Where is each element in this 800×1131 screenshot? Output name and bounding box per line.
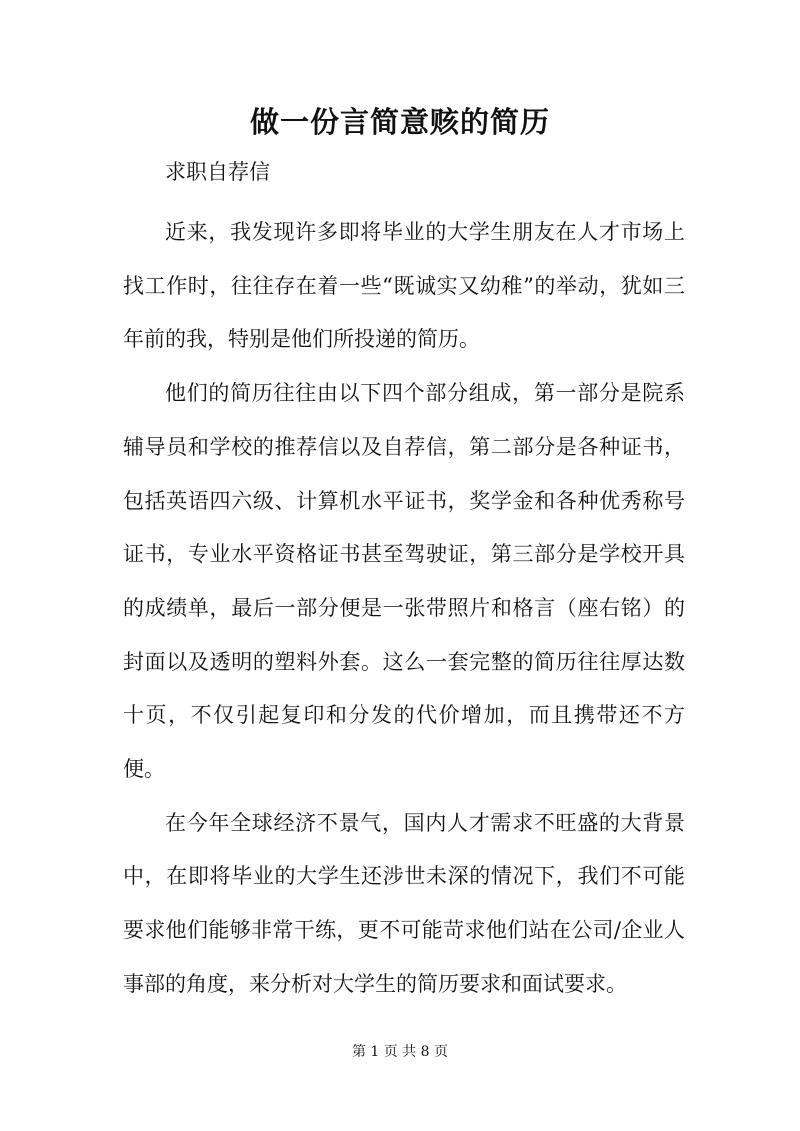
paragraph-2: 他们的简历往往由以下四个部分组成，第一部分是院系辅导员和学校的推荐信以及自荐信，第二部分是各种证书，包括英语四六级、计算机水平证书，奖学金和各种优秀称号证书，专业水平资格证书甚至驾驶证，第三部分是学校开具的成绩单，最后一部分便是一张带照片和格言（座右铭）的封面以及透明的塑料外套。这么一套完整的简历往往厚达数十页，不仅引起复印和分发的代价增加，而且携带还不方便。 xyxy=(123,381,685,782)
document-subtitle: 求职自荐信 xyxy=(165,160,270,184)
paragraph-3: 在今年全球经济不景气，国内人才需求不旺盛的大背景中，在即将毕业的大学生还涉世未深的情况下，我们不可能要求他们能够非常干练，更不可能苛求他们站在公司/企业人事部的角度，来分析对大学生的简历要求和面试要求。 xyxy=(123,810,685,996)
page-number-footer: 第 1 页 共 8 页 xyxy=(351,1044,449,1060)
paragraph-1: 近来，我发现许多即将毕业的大学生朋友在人才市场上找工作时，往往存在着一些“既诚实又幼稚”的举动，犹如三年前的我，特别是他们所投递的简历。 xyxy=(123,220,685,352)
page-title: 做一份言简意赅的简历 xyxy=(249,105,550,139)
document-body xyxy=(123,206,685,1012)
